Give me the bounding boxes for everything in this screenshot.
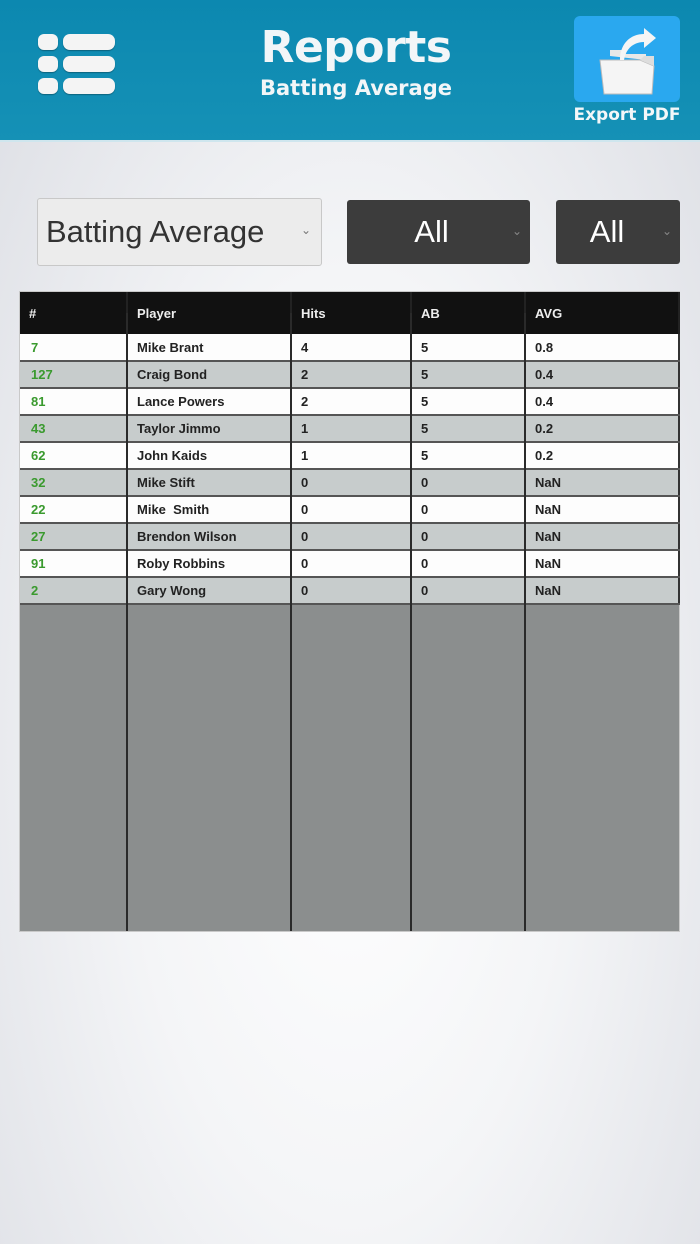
chevron-down-icon: ⌄ [661,224,672,238]
player-number: 27 [20,523,127,550]
filter-2-value: All [589,214,625,249]
ab-cell: 0 [411,469,525,496]
export-folder-icon [574,16,680,102]
table-row[interactable] [20,523,679,550]
table-row[interactable] [20,388,679,415]
player-name: Gary Wong [127,577,291,604]
hits-cell: 2 [291,388,411,415]
hits-cell: 0 [291,523,411,550]
table-row[interactable] [20,496,679,523]
player-name: Mike Smith [127,496,291,523]
player-name: Mike Stift [127,469,291,496]
table-header-row [20,292,679,334]
player-number: 91 [20,550,127,577]
export-pdf-button[interactable] [574,16,680,128]
player-number: 43 [20,415,127,442]
ab-cell: 5 [411,361,525,388]
ab-cell: 0 [411,523,525,550]
col-header-player[interactable]: Player [127,292,291,334]
hits-cell: 1 [291,442,411,469]
table-row[interactable] [20,334,679,361]
batting-table [19,291,680,932]
ab-cell: 5 [411,388,525,415]
ab-cell: 0 [411,496,525,523]
player-name: Taylor Jimmo [127,415,291,442]
avg-cell: NaN [525,523,679,550]
ab-cell: 5 [411,334,525,361]
page-subtitle: Batting Average [260,76,452,100]
filter-1-value: All [414,214,449,249]
avg-cell: 0.8 [525,334,679,361]
chevron-down-icon: ⌄ [511,224,522,238]
col-header-number[interactable]: # [20,292,127,334]
player-name: John Kaids [127,442,291,469]
column-divider [410,313,412,931]
hits-cell: 0 [291,496,411,523]
ab-cell: 0 [411,550,525,577]
menu-button[interactable] [36,34,118,96]
player-number: 2 [20,577,127,604]
col-header-hits[interactable]: Hits [291,292,411,334]
ab-cell: 5 [411,442,525,469]
player-number: 22 [20,496,127,523]
avg-cell: NaN [525,469,679,496]
hits-cell: 4 [291,334,411,361]
table-row[interactable] [20,442,679,469]
report-type-select[interactable] [37,198,322,266]
player-number: 32 [20,469,127,496]
player-number: 7 [20,334,127,361]
filter-select-1[interactable] [347,200,530,264]
player-number: 127 [20,361,127,388]
hits-cell: 2 [291,361,411,388]
player-name: Brendon Wilson [127,523,291,550]
avg-cell: 0.2 [525,415,679,442]
hits-cell: 1 [291,415,411,442]
page-title: Reports [260,22,452,73]
app-header [0,0,700,142]
col-header-avg[interactable]: AVG [525,292,679,334]
player-number: 62 [20,442,127,469]
export-pdf-label: Export PDF [573,105,681,125]
table-row[interactable] [20,577,679,604]
avg-cell: NaN [525,496,679,523]
chevron-down-icon: ⌄ [300,223,311,237]
player-name: Lance Powers [127,388,291,415]
hits-cell: 0 [291,577,411,604]
table-row[interactable] [20,361,679,388]
column-divider [524,313,526,931]
ab-cell: 5 [411,415,525,442]
player-number: 81 [20,388,127,415]
avg-cell: 0.4 [525,388,679,415]
avg-cell: 0.2 [525,442,679,469]
player-name: Mike Brant [127,334,291,361]
col-header-ab[interactable]: AB [411,292,525,334]
filter-select-2[interactable] [556,200,680,264]
hits-cell: 0 [291,550,411,577]
avg-cell: NaN [525,577,679,604]
table-row[interactable] [20,469,679,496]
avg-cell: NaN [525,550,679,577]
player-name: Roby Robbins [127,550,291,577]
ab-cell: 0 [411,577,525,604]
column-divider [126,313,128,931]
table-row[interactable] [20,550,679,577]
player-name: Craig Bond [127,361,291,388]
column-divider [290,313,292,931]
list-icon [36,34,118,50]
hits-cell: 0 [291,469,411,496]
report-type-value: Batting Average [46,214,265,249]
avg-cell: 0.4 [525,361,679,388]
table-row[interactable] [20,415,679,442]
